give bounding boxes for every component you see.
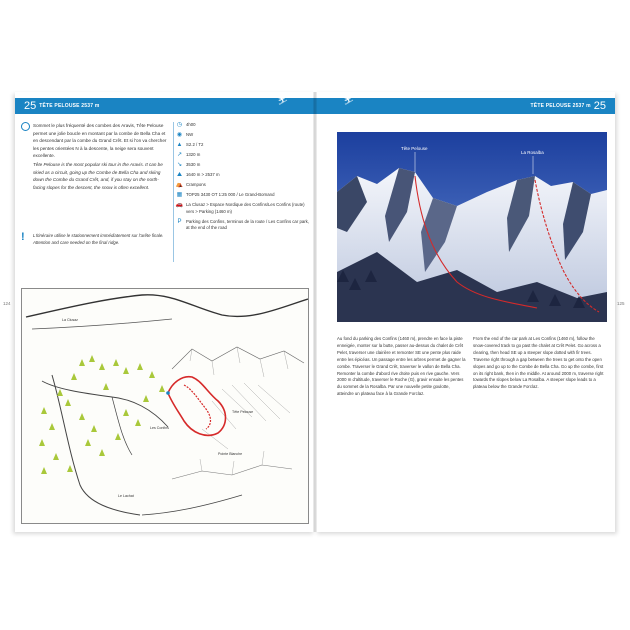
left-page: [15, 92, 315, 532]
info-row: [175, 142, 309, 149]
intro-text: [21, 122, 169, 191]
info-row: [175, 152, 309, 159]
left-page-title: TÊTE PELOUSE 2537 m: [39, 103, 100, 109]
right-page-title: TÊTE PELOUSE 2537 m: [530, 103, 591, 109]
book-gutter: [313, 92, 317, 532]
route-map: [21, 288, 309, 524]
mountain-photo: [337, 132, 607, 322]
route-description-french: Au fond du parking des Confins (1460 m), prendre en face la piste enneigée, monter sur la butte, passer au-dessus du chalet de Crêt Pelet, traverser une clairière et remonter SE une pente plus raide entre les épicéas. Un passage entre les arbres permet de gagner la combe. Traverser le Grand Crêt, traverser le vallon de Bella Cha. Remonter la combe d'abord rive droite puis en rive gauche. Vers 2000 m d'altitude, traverser le Roche (G), gravir ensuite les pentes du sommet de la Rosalba. Par une nouvelle petite goulotte, atteindre un plateau face à la Grande Forclaz.: [337, 336, 466, 397]
svg-text:Le Lachat: Le Lachat: [118, 494, 134, 498]
altitude-icon: ⛰: [176, 171, 183, 178]
difficulty-icon: ▲: [176, 141, 183, 148]
svg-text:Tête Pelouse: Tête Pelouse: [232, 410, 254, 414]
edge-page-right: 125: [617, 301, 625, 306]
info-text: La Clusaz > Espace Nordique des Confins/Les Confins (route) vers > Parking (1460 m): [186, 201, 305, 214]
right-page-header: [315, 98, 615, 114]
info-row: [175, 122, 309, 129]
route-description-english: From the end of the car park at Les Confins (1460 m), follow the snow-covered track to go past the chalet at Crêt Pelet. Go across a clearing, then head SE up a steeper slope dotted with fir trees. Traverse right through a gap between the trees to get onto the open slopes and go up to the Combe de Bella Cha. Go up the combe, first on its right bank, then in the middle. At around 2000 m, traverse right towards the slopes below La Rosalba. A steeper slope leads to a plateau below the Grande Forclaz.: [473, 336, 604, 390]
info-divider: [173, 122, 174, 262]
parking-icon: P: [177, 218, 182, 225]
intro-french: Sommet le plus fréquenté des combes des Aravis, Tête Pelouse permet une jolie boucle en montant par la combe de Bella Cha et en descendant par la combe du Grand Crêt. Et si l'on va chercher les pentes orientées N à la descente, la neige sera souvent excellente.: [33, 123, 167, 159]
skier-icon: ⛷: [343, 94, 355, 105]
mountain-photo-drawing: [337, 132, 607, 322]
svg-text:La Clusaz: La Clusaz: [62, 318, 78, 322]
intro-english: Tête Pelouse is the most popular ski tour in the Aravis. It can be skied as a circuit, going up the Combe de Bella Cha and skiing down the Combe du Grand Crêt, and, if you stay on the north-facing slopes for the descent, the snow is often excellent.: [33, 161, 163, 190]
warning-icon: !: [21, 231, 25, 243]
svg-text:Les Confins: Les Confins: [150, 426, 169, 430]
info-row: [175, 172, 309, 179]
info-row: [175, 192, 309, 199]
up-arrow-icon: ↗: [176, 151, 183, 158]
right-page-number: 25: [593, 100, 606, 112]
info-row: [175, 202, 309, 216]
left-page-number: 25: [24, 100, 37, 112]
info-text: S2.2 / T2: [186, 141, 204, 147]
left-page-header: [15, 98, 315, 114]
photo-label-right: La Rosalba: [521, 150, 544, 155]
info-row: [175, 182, 309, 189]
right-page: [315, 92, 615, 532]
tip-english: Attention and care needed on the final ridge.: [33, 240, 120, 245]
info-text: 3530 m: [186, 161, 201, 167]
info-text: TOP25 3430 OT 1:25 000 / Le Grand-Bornand: [186, 191, 275, 197]
info-text: 4h00: [186, 122, 196, 127]
clock-icon: ◷: [176, 122, 183, 128]
skier-icon: ⛷: [277, 94, 289, 105]
compass-icon: ◉: [176, 131, 183, 138]
route-map-drawing: [22, 289, 309, 524]
map-icon: ▦: [176, 191, 183, 198]
car-icon: 🚗: [175, 201, 184, 208]
info-text: Crampons: [186, 181, 206, 187]
tip-text: [21, 232, 169, 246]
info-text: Parking des Confins, terminus de la route / Les Confins car park, at the end of the road: [186, 218, 309, 231]
photo-label-left: Tête Pelouse: [401, 146, 428, 151]
info-text: NW: [186, 131, 194, 137]
info-row: [175, 132, 309, 139]
flag-icon: [21, 122, 30, 131]
route-info-list: [175, 122, 309, 235]
info-text: 1320 m: [186, 151, 201, 157]
info-row: [175, 219, 309, 233]
tent-icon: ⛺: [175, 181, 184, 188]
edge-page-left: 124: [3, 301, 11, 306]
tip-french: L'itinéraire utilise le stationnement immédiatement sur l'arête finale.: [33, 233, 164, 238]
svg-text:Pointe Blanche: Pointe Blanche: [218, 452, 243, 456]
info-text: 1640 m > 2537 m: [186, 171, 220, 177]
book-spread: [3, 92, 625, 532]
info-row: [175, 162, 309, 169]
down-arrow-icon: ↘: [176, 161, 183, 168]
